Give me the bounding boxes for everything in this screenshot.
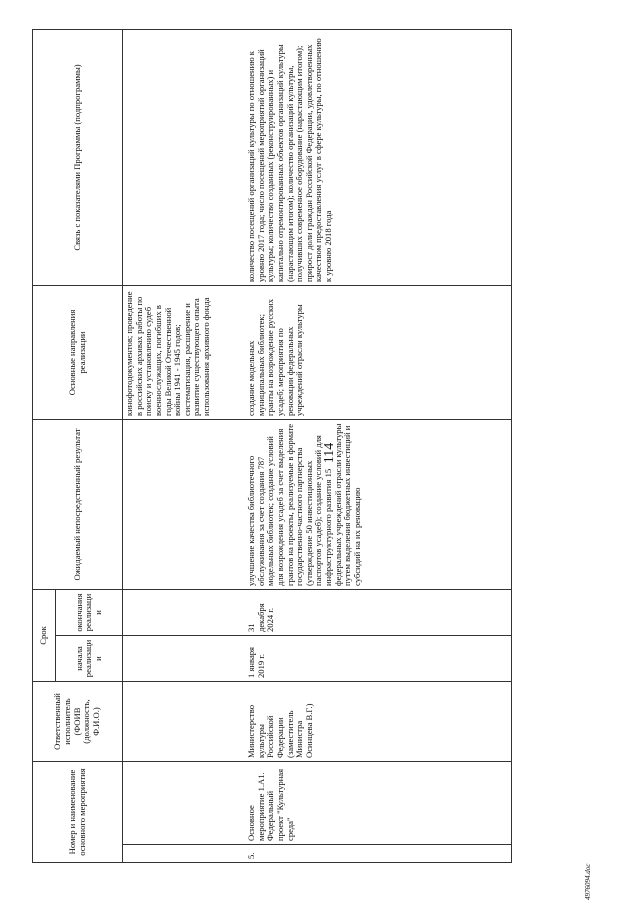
cell-prev-directions: кинофотодокументов; проведение в российских архивах работы по поиску и установлению судеб военнослужащих, погибших в годы Великой Отечественной войны 1941 - 1945 годов; систематизация, расширение и развитие существующего опыта использования архивного фонда — [123, 285, 246, 419]
header-executor: Ответственный исполнитель (ФОИВ (должность, Ф.И.О.) — [33, 682, 123, 762]
cell-row5-name: Основное мероприятие 1.А1. Федеральный проект "Культурная среда" — [245, 762, 512, 845]
cell-prev-end — [123, 589, 246, 635]
cell-row5-number: 5. — [245, 845, 512, 863]
cell-row5-link: количество посещений организаций культуры по отношению к уровню 2017 года; число посещений мероприятий организаций культуры; количество созданных (реконструированных) и капитально отремонтированных объектов организаций культуры (нарастающим итогом); количество организаций культуры, получивших современное оборудование (нарастающим итогом); прирост доли граждан Российской Федерации, удовлетворенных качеством предоставления услуг в сфере культуры, по отношению к уровню 2018 года — [245, 29, 512, 285]
header-link: Связь с показателями Программы (подпрограммы) — [33, 29, 123, 285]
header-term-start: начала реализации — [56, 636, 123, 682]
header-term: Срок — [33, 589, 56, 681]
cell-prev-result — [123, 419, 246, 589]
cell-prev-executor — [123, 682, 246, 762]
cell-prev-number — [123, 845, 246, 863]
cell-prev-name — [123, 762, 246, 845]
header-name: Номер и наименование основного мероприятия — [33, 762, 123, 863]
cell-row5-directions: создание модельных муниципальных библиотек; гранты на возрождение русских усадеб; мероприятия по реновации федеральных учреждений отрасли культуры — [245, 285, 512, 419]
table-row-5 — [245, 29, 512, 862]
rotated-table-sheet — [32, 30, 592, 863]
document-id: 4976094.doc — [584, 863, 592, 900]
header-directions: Основные направления реализации — [33, 285, 123, 419]
table-row-continued — [123, 29, 246, 862]
cell-row5-end: 31 декабря 2024 г. — [245, 589, 512, 635]
header-term-end: окончания реализации — [56, 589, 123, 635]
program-measures-table — [32, 29, 512, 863]
cell-prev-link — [123, 29, 246, 285]
page-number: 114 — [322, 442, 337, 464]
rotated-table-container — [32, 30, 592, 863]
header-result: Ожидаемый непосредственный результат — [33, 419, 123, 589]
cell-row5-executor: Министерство культуры Российской Федерации (заместитель Министра Осинцева В.Г.) — [245, 682, 512, 762]
cell-row5-start: 1 января 2019 г. — [245, 636, 512, 682]
table-header-row — [33, 29, 56, 862]
cell-prev-start — [123, 636, 246, 682]
cell-row5-result: улучшение качества библиотечного обслуживания за счет создания 787 модельных библиотек; создание условий для возрождения усадеб за счет выделения грантов на проекты, реализуемые в формате государственно-частного партнерства (утверждение 50 инвестиционных паспортов усадеб); создание условий для инфраструктурного развития 15 федеральных учреждений отрасли культуры путем выделения бюджетных инвестиций и субсидий на их реновацию — [245, 419, 512, 589]
